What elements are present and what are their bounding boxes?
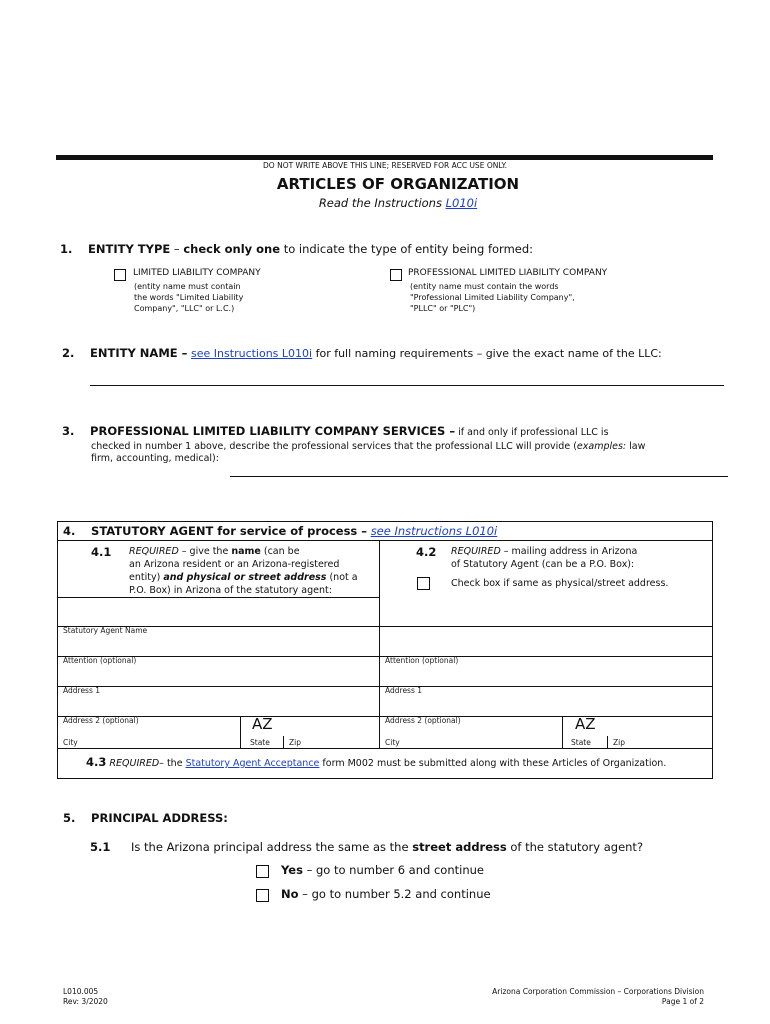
item-4-2-number: 4.2: [416, 545, 437, 559]
agent-acceptance-link[interactable]: Statutory Agent Acceptance: [185, 758, 320, 769]
agent-instructions-link[interactable]: see Instructions L010i: [370, 524, 498, 538]
same-address-label: Check box if same as physical/street address.: [451, 578, 669, 589]
zip-divider-left: [283, 736, 284, 748]
section-4-heading: 4. STATUTORY AGENT for service of process – see Instructions L010i: [63, 524, 498, 538]
state-value: AZ: [252, 715, 273, 733]
agent-name-input[interactable]: [58, 598, 378, 624]
pllc-note: (entity name must contain the words "Professional Limited Liability Company", "PLLC" or "PLC"): [410, 282, 575, 313]
divider: [57, 540, 713, 541]
address2-label: Address 2 (optional): [63, 716, 139, 725]
section-2-heading: 2. ENTITY NAME – see Instructions L010i for full naming requirements – give the exact name of the LLC:: [62, 346, 662, 360]
principal-yes-label: Yes – go to number 6 and continue: [281, 863, 484, 877]
principal-yes-checkbox[interactable]: [256, 865, 269, 878]
page-title: ARTICLES OF ORGANIZATION: [276, 175, 520, 193]
mailing-address1-label: Address 1: [385, 686, 423, 695]
llc-label: LIMITED LIABILITY COMPANY: [133, 268, 261, 278]
item-4-3: 4.3 REQUIRED– the Statutory Agent Acceptance form M002 must be submitted along with these Articles of Organization.: [86, 755, 667, 769]
page-subtitle: Read the Instructions L010i: [318, 196, 478, 210]
item-4-1-text: REQUIRED – give the name (can be an Arizona resident or an Arizona-registered entity) and physical or street address (not a P.O. Box) in Arizona of the statutory agent:: [129, 546, 358, 596]
pllc-checkbox[interactable]: [390, 269, 402, 281]
divider: [57, 748, 713, 749]
same-address-checkbox[interactable]: [417, 577, 430, 590]
item-4-2-text: REQUIRED – mailing address in Arizona of Statutory Agent (can be a P.O. Box):: [451, 546, 638, 570]
section-1-heading: 1. ENTITY TYPE – check only one to indicate the type of entity being formed:: [60, 242, 534, 256]
attention-label: Attention (optional): [63, 656, 137, 665]
reserved-note: DO NOT WRITE ABOVE THIS LINE; RESERVED FOR ACC USE ONLY.: [263, 161, 507, 170]
mailing-address2-label: Address 2 (optional): [385, 716, 461, 725]
naming-instructions-link[interactable]: see Instructions L010i: [191, 347, 313, 360]
item-5-1-question: Is the Arizona principal address the same as the street address of the statutory agent?: [131, 840, 644, 854]
mailing-state-value: AZ: [575, 715, 596, 733]
footer-agency: Arizona Corporation Commission – Corporations Division Page 1 of 2: [492, 987, 704, 1006]
footer-form-code: L010.005 Rev: 3/2020: [63, 987, 108, 1006]
zip-divider-right: [607, 736, 608, 748]
mailing-zip-label: Zip: [613, 738, 625, 747]
item-4-1-number: 4.1: [91, 545, 112, 559]
column-divider: [379, 540, 380, 749]
llc-note: (entity name must contain the words "Limited Liability Company", "LLC" or L.C.): [134, 282, 244, 313]
mailing-attention-label: Attention (optional): [385, 656, 459, 665]
item-5-1-number: 5.1: [90, 840, 111, 854]
section-3-description: checked in number 1 above, describe the professional services that the professional LLC will provide (examples: law firm, accounting, medical):: [91, 441, 646, 464]
divider: [57, 626, 713, 627]
instructions-link[interactable]: L010i: [445, 196, 478, 210]
section-3-heading: 3. PROFESSIONAL LIMITED LIABILITY COMPANY SERVICES – if and only if professional LLC is: [62, 424, 609, 438]
entity-name-field[interactable]: [90, 385, 724, 386]
pllc-label: PROFESSIONAL LIMITED LIABILITY COMPANY: [408, 268, 608, 278]
mailing-state-label: State: [571, 738, 591, 747]
agent-name-label: Statutory Agent Name: [63, 626, 148, 635]
principal-no-checkbox[interactable]: [256, 889, 269, 902]
address1-label: Address 1: [63, 686, 101, 695]
principal-no-label: No – go to number 5.2 and continue: [281, 887, 491, 901]
mailing-name-input[interactable]: [380, 598, 712, 625]
state-divider-left: [240, 716, 241, 748]
reserved-divider: [56, 155, 713, 160]
state-label: State: [250, 738, 270, 747]
city-label: City: [63, 738, 78, 747]
state-divider-right: [562, 716, 563, 748]
professional-services-field[interactable]: [230, 476, 728, 477]
llc-checkbox[interactable]: [114, 269, 126, 281]
zip-label: Zip: [289, 738, 301, 747]
section-5-heading: 5. PRINCIPAL ADDRESS:: [63, 811, 228, 825]
mailing-city-label: City: [385, 738, 400, 747]
